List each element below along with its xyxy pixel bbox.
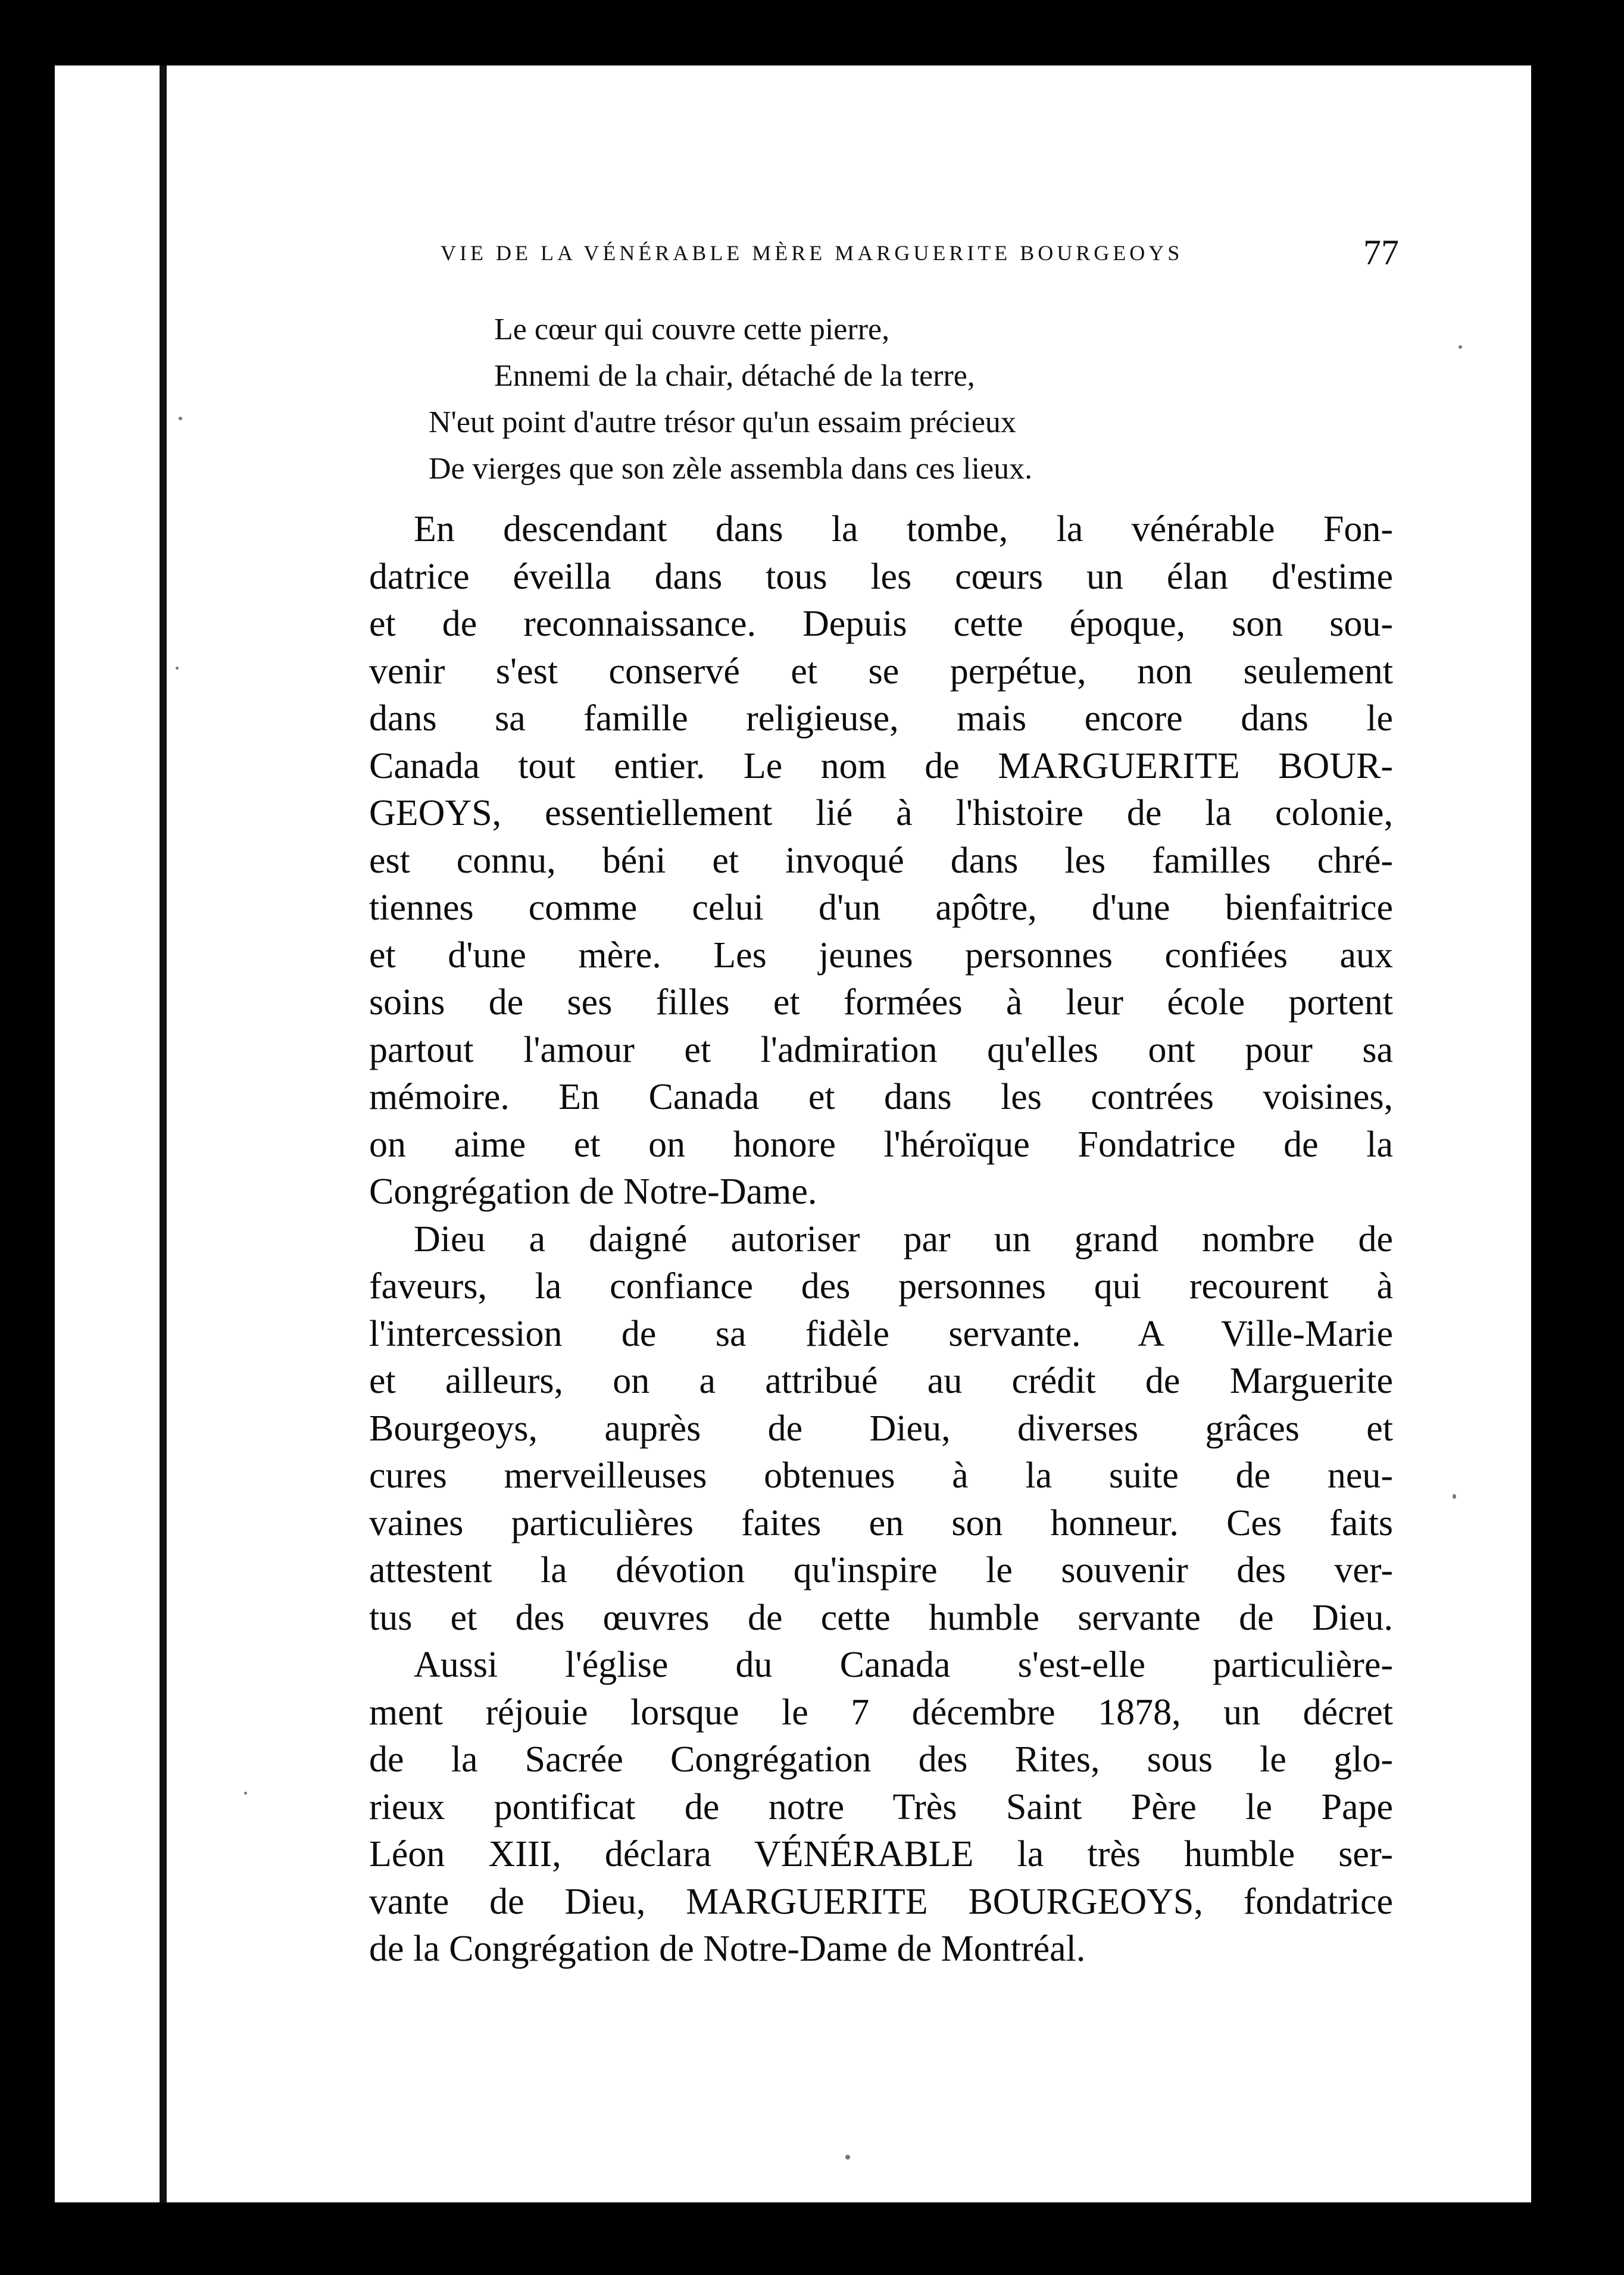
scan-speck — [244, 1792, 247, 1795]
text-line: vaines particulières faites en son honneur. Ces faits — [369, 1502, 1393, 1543]
text-line: datrice éveilla dans tous les cœurs un élan d'estime — [369, 556, 1393, 597]
text-line: et de reconnaissance. Depuis cette époque, son sou- — [369, 604, 1393, 644]
text-line: dans sa famille religieuse, mais encore dans le — [369, 698, 1393, 739]
text-line: Dieu a daigné autoriser par un grand nombre de — [414, 1218, 1393, 1260]
text-line: tus et des œuvres de cette humble servante de Dieu. — [369, 1597, 1393, 1638]
text-line: En descendant dans la tombe, la vénérable Fon- — [414, 509, 1393, 549]
text-line: Aussi l'église du Canada s'est-elle particulière- — [414, 1645, 1393, 1685]
scan-speck — [1453, 1494, 1456, 1499]
text-line: cures merveilleuses obtenues à la suite de neu- — [369, 1455, 1393, 1496]
text-line: vante de Dieu, MARGUERITE BOURGEOYS, fondatrice — [369, 1881, 1393, 1922]
text-line: l'intercession de sa fidèle servante. A Ville-Marie — [369, 1313, 1393, 1354]
text-line: ment réjouie lorsque le 7 décembre 1878, un décret — [369, 1692, 1393, 1733]
text-line: Bourgeoys, auprès de Dieu, diverses grâces et — [369, 1408, 1393, 1449]
text-line: et ailleurs, on a attribué au crédit de Marguerite — [369, 1361, 1393, 1401]
text-line: faveurs, la confiance des personnes qui recourent à — [369, 1266, 1393, 1307]
poem-line: N'eut point d'autre trésor qu'un essaim précieux — [429, 405, 1016, 439]
poem-line: De vierges que son zèle assembla dans ces lieux. — [429, 452, 1033, 486]
text-line: partout l'amour et l'admiration qu'elles ont pour sa — [369, 1029, 1393, 1070]
text-line: est connu, béni et invoqué dans les familles chré- — [369, 840, 1393, 881]
text-line: de la Congrégation de Notre-Dame de Montréal. — [369, 1929, 1086, 1969]
text-line: Congrégation de Notre-Dame. — [369, 1171, 817, 1212]
scan-speck — [176, 667, 179, 670]
page-number: 77 — [1363, 233, 1399, 272]
scan-speck — [1459, 345, 1462, 349]
text-line: mémoire. En Canada et dans les contrées voisines, — [369, 1077, 1393, 1117]
text-line: attestent la dévotion qu'inspire le souvenir des ver- — [369, 1550, 1393, 1590]
page-binding-edge — [160, 65, 167, 2202]
text-line: venir s'est conservé et se perpétue, non seulement — [369, 651, 1393, 692]
body-text — [369, 506, 1393, 1973]
text-line: soins de ses filles et formées à leur école portent — [369, 982, 1393, 1023]
scan-speck — [179, 417, 182, 420]
paragraph-decree — [369, 1642, 1393, 1973]
text-line: Léon XIII, déclara VÉNÉRABLE la très humble ser- — [369, 1834, 1393, 1874]
text-line: tiennes comme celui d'un apôtre, d'une bienfaitrice — [369, 888, 1393, 928]
paragraph-legacy — [369, 506, 1393, 1216]
epitaph-poem — [429, 307, 1333, 492]
running-title: VIE DE LA VÉNÉRABLE MÈRE MARGUERITE BOURGEOYS — [441, 241, 1183, 265]
text-line: on aime et on honore l'héroïque Fondatrice de la — [369, 1124, 1393, 1165]
text-line: Canada tout entier. Le nom de MARGUERITE BOUR- — [369, 745, 1393, 786]
text-line: de la Sacrée Congrégation des Rites, sous le glo- — [369, 1739, 1393, 1780]
poem-line: Ennemi de la chair, détaché de la terre, — [494, 359, 975, 393]
text-line: rieux pontificat de notre Très Saint Père le Pape — [369, 1786, 1393, 1827]
text-line: et d'une mère. Les jeunes personnes confiées aux — [369, 935, 1393, 976]
text-line: GEOYS, essentiellement lié à l'histoire de la colonie, — [369, 793, 1393, 833]
running-header — [441, 232, 1399, 280]
paragraph-graces — [369, 1216, 1393, 1642]
poem-line: Le cœur qui couvre cette pierre, — [494, 312, 890, 346]
scan-speck — [845, 2155, 850, 2160]
